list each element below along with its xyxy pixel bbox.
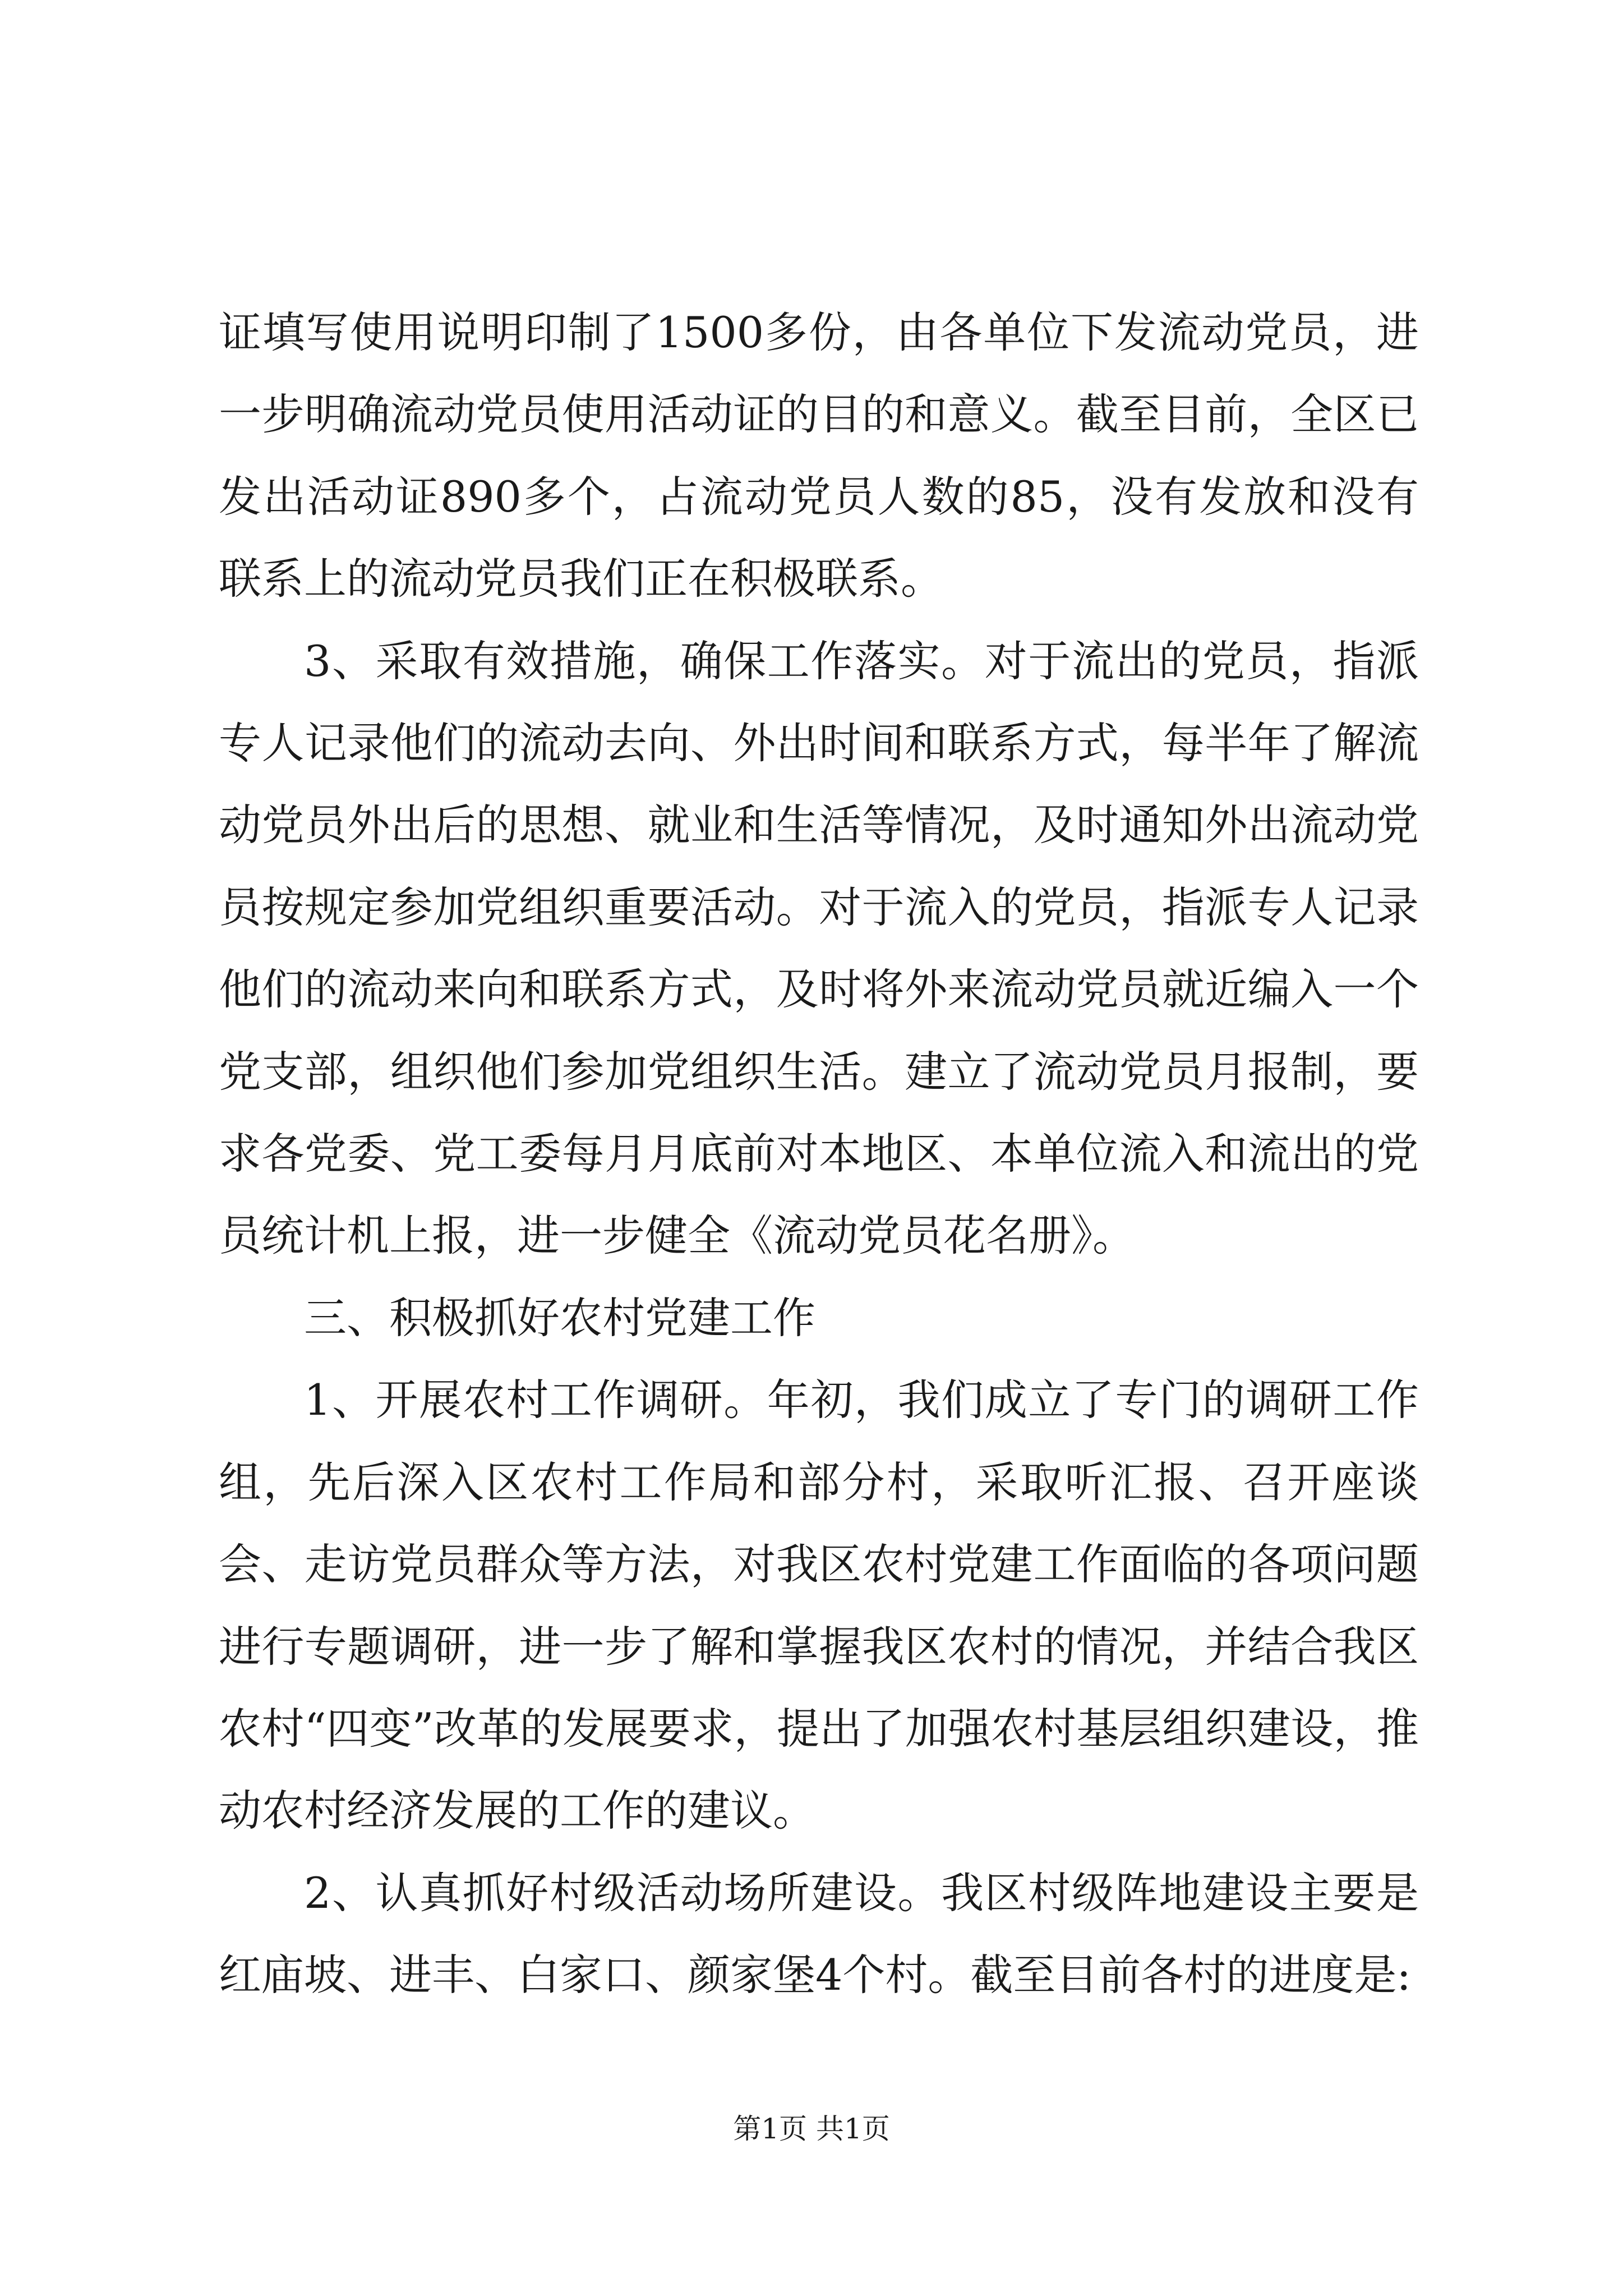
paragraph-research: 1、开展农村工作调研。年初，我们成立了专门的调研工作组，先后深入区农村工作局和部分村，采取听汇报、召开座谈会、走访党员群众等方法，对我区农村党建工作面临的各项问题进行专题调研，进一步了解和掌握我区农村的情况，并结合我区农村“四变”改革的发展要求，提出了加强农村基层组织建设，推动农村经济发展的工作的建议。: [219, 1375, 1419, 1836]
document-body: [219, 292, 1419, 2017]
page-footer: 第1页 共1页: [733, 2113, 890, 2145]
paragraph-continued: 证填写使用说明印制了1500多份，由各单位下发流动党员，进一步明确流动党员使用活动证的目的和意义。截至目前，全区已发出活动证890多个，占流动党员人数的85，没有发放和没有联系上的流动党员我们正在积极联系。: [219, 307, 1419, 604]
section-heading: 三、积极抓好农村党建工作: [304, 1292, 815, 1343]
paragraph-measures: 3、采取有效措施，确保工作落实。对于流出的党员，指派专人记录他们的流动去向、外出时间和联系方式，每半年了解流动党员外出后的思想、就业和生活等情况，及时通知外出流动党员按规定参加党组织重要活动。对于流入的党员，指派专人记录他们的流动来向和联系方式，及时将外来流动党员就近编入一个党支部，组织他们参加党组织生活。建立了流动党员月报制，要求各党委、党工委每月月底前对本地区、本单位流入和流出的党员统计机上报，进一步健全《流动党员花名册》。: [219, 636, 1419, 1261]
paragraph-venue-construction: 2、认真抓好村级活动场所建设。我区村级阵地建设主要是红庙坡、进丰、白家口、颜家堡4个村。截至目前各村的进度是:: [219, 1867, 1419, 2000]
